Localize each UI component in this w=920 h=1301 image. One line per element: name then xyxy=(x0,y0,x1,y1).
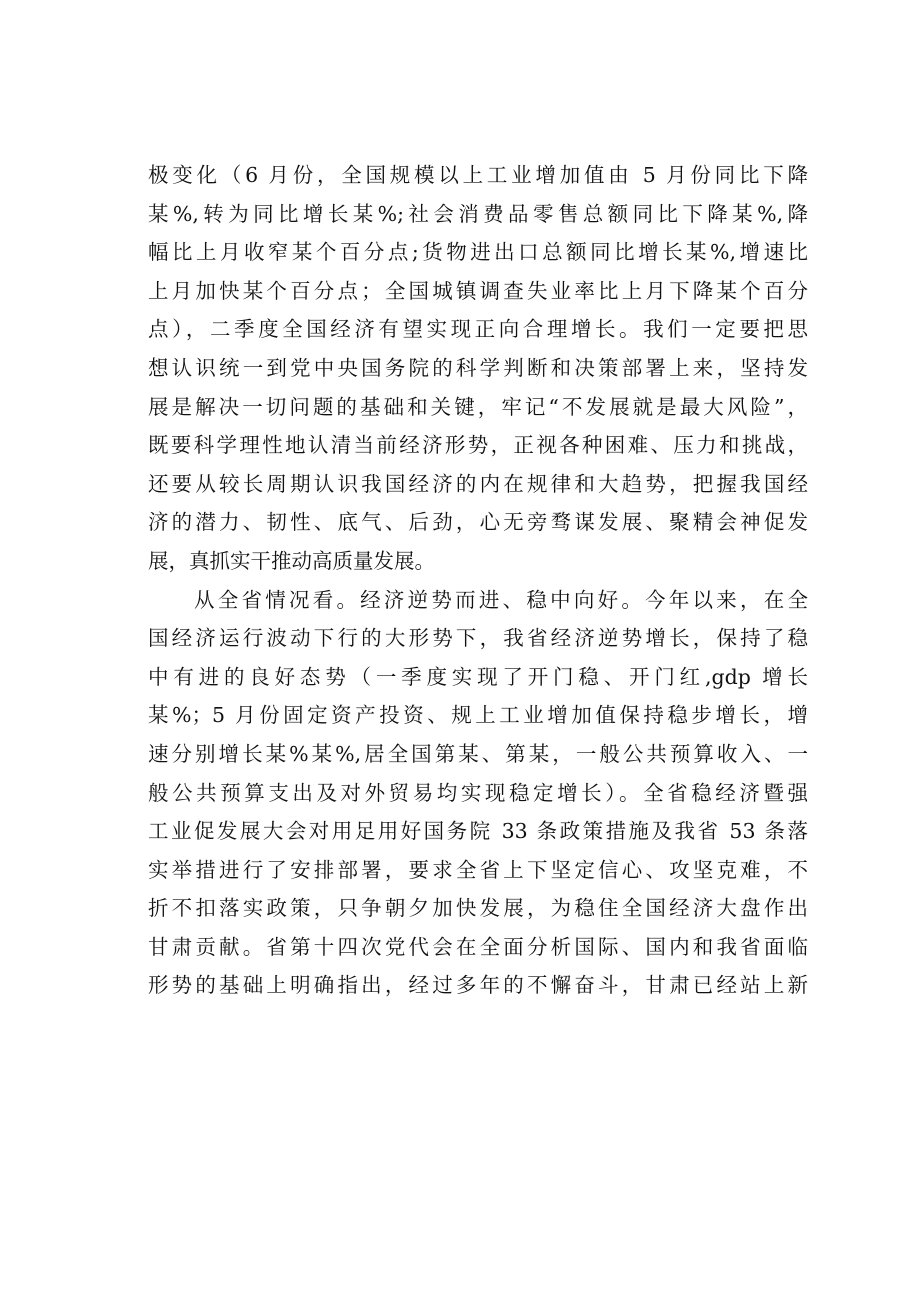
text-line: 某%；5 月份固定资产投资、规上工业增加值保持稳步增长，增 xyxy=(148,703,808,728)
text-line: 般公共预算支出及对外贸易均实现稳定增长）。全省稳经济暨强 xyxy=(148,780,808,805)
text-line: 展是解决一切问题的基础和关键，牢记“不发展就是最大风险”， xyxy=(148,394,808,419)
text-line: 点），二季度全国经济有望实现正向合理增长。我们一定要把思 xyxy=(148,317,808,342)
text-line: 幅比上月收窄某个百分点;货物进出口总额同比增长某%,增速比 xyxy=(148,240,808,265)
text-line: 从全省情况看。经济逆势而进、稳中向好。今年以来，在全 xyxy=(194,587,808,612)
text-line: 形势的基础上明确指出，经过多年的不懈奋斗，甘肃已经站上新 xyxy=(148,973,808,998)
text-line: 极变化（6 月份，全国规模以上工业增加值由 5 月份同比下降 xyxy=(148,163,808,187)
text-line: 想认识统一到党中央国务院的科学判断和决策部署上来，坚持发 xyxy=(148,355,808,380)
text-line: 上月加快某个百分点；全国城镇调查失业率比上月下降某个百分 xyxy=(148,278,808,303)
text-line: 中有进的良好态势（一季度实现了开门稳、开门红,gdp 增长 xyxy=(148,664,808,689)
paragraph-1 xyxy=(148,156,808,581)
text-line: 实举措进行了安排部署，要求全省上下坚定信心、攻坚克难，不 xyxy=(148,857,808,882)
text-line: 速分别增长某%某%,居全国第某、第某，一般公共预算收入、一 xyxy=(148,741,808,766)
text-line: 展，真抓实干推动高质量发展。 xyxy=(148,548,435,573)
text-line: 还要从较长周期认识我国经济的内在规律和大趋势，把握我国经 xyxy=(148,471,808,496)
text-line: 济的潜力、韧性、底气、后劲，心无旁骛谋发展、聚精会神促发 xyxy=(148,510,808,535)
text-line: 工业促发展大会对用足用好国务院 33 条政策措施及我省 53 条落 xyxy=(148,819,808,844)
text-line: 折不扣落实政策，只争朝夕加快发展，为稳住全国经济大盘作出 xyxy=(148,896,808,921)
text-line: 甘肃贡献。省第十四次党代会在全面分析国际、国内和我省面临 xyxy=(148,934,808,959)
text-line: 某%,转为同比增长某%;社会消费品零售总额同比下降某%,降 xyxy=(148,201,808,226)
paragraph-2 xyxy=(148,581,808,1006)
body-text xyxy=(148,156,808,1005)
text-line: 国经济运行波动下行的大形势下，我省经济逆势增长，保持了稳 xyxy=(148,626,808,651)
text-line: 既要科学理性地认清当前经济形势，正视各种困难、压力和挑战， xyxy=(148,433,808,458)
